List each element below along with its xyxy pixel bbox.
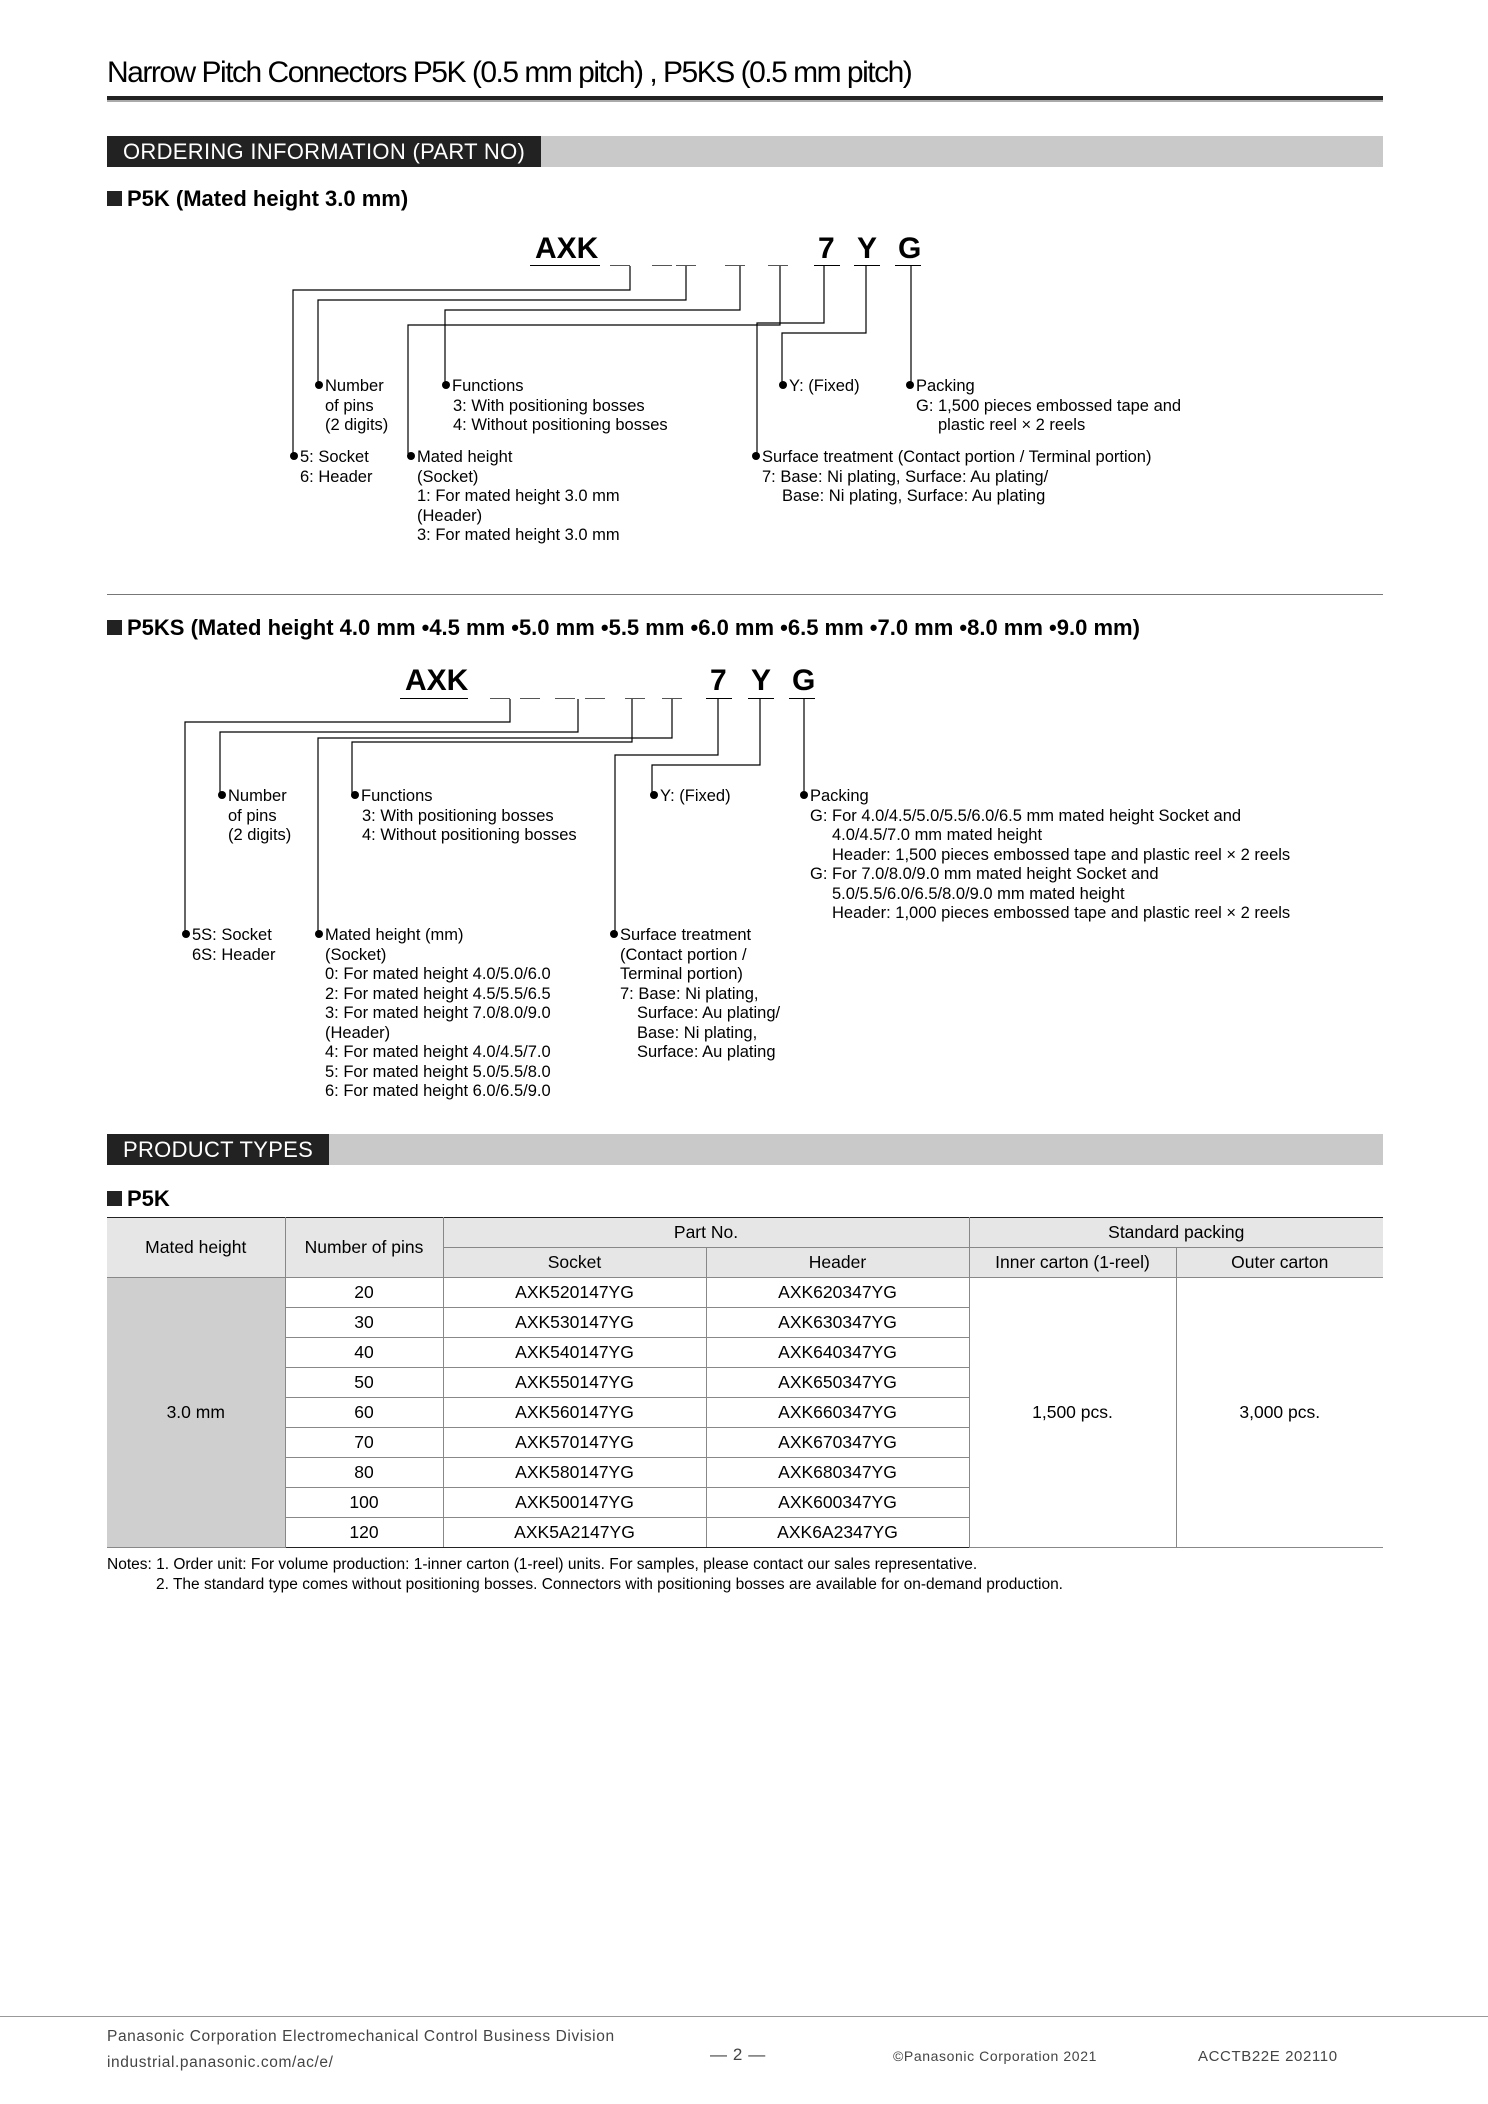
cell-pins: 80 bbox=[285, 1458, 443, 1488]
cell-socket: AXK550147YG bbox=[443, 1368, 706, 1398]
cell-pins: 50 bbox=[285, 1368, 443, 1398]
col-mated-height: Mated height bbox=[107, 1218, 285, 1278]
cell-pins: 60 bbox=[285, 1398, 443, 1428]
note-2: 2. The standard type comes without positioning bosses. Connectors with positioning bosses are available for on-demand production. bbox=[156, 1576, 1063, 1593]
p5ks-functions: Functions 3: With positioning bosses 4: Without positioning bosses bbox=[361, 787, 577, 846]
code-y: Y bbox=[857, 232, 878, 265]
col-outer-carton: Outer carton bbox=[1176, 1248, 1383, 1278]
col-inner-carton: Inner carton (1-reel) bbox=[969, 1248, 1176, 1278]
cell-header: AXK600347YG bbox=[706, 1488, 969, 1518]
cell-pins: 70 bbox=[285, 1428, 443, 1458]
table-row bbox=[107, 1278, 1383, 1308]
cell-inner-carton: 1,500 pcs. bbox=[969, 1278, 1176, 1548]
bullet-icon bbox=[351, 791, 359, 799]
notes bbox=[107, 1555, 1063, 1595]
footer-company: Panasonic Corporation Electromechanical Control Business Division bbox=[107, 2028, 615, 2045]
bullet-icon bbox=[650, 791, 658, 799]
col-part-no: Part No. bbox=[443, 1218, 969, 1248]
cell-header: AXK670347YG bbox=[706, 1428, 969, 1458]
cell-socket: AXK560147YG bbox=[443, 1398, 706, 1428]
p5k-socket-header: 5: Socket 6: Header bbox=[300, 448, 372, 487]
p5k-subheading-text: P5K (Mated height 3.0 mm) bbox=[127, 186, 409, 211]
code-prefix: AXK bbox=[535, 232, 599, 265]
note-1: Notes: 1. Order unit: For volume production: 1-inner carton (1-reel) units. For samples, please contact our sales representative. bbox=[107, 1556, 978, 1573]
product-types-section-bar bbox=[107, 1134, 1383, 1165]
cell-header: AXK650347YG bbox=[706, 1368, 969, 1398]
square-bullet-icon bbox=[107, 1191, 122, 1206]
product-types-subheading: P5K bbox=[107, 1186, 170, 1212]
col-standard-packing: Standard packing bbox=[969, 1218, 1383, 1248]
code-7: 7 bbox=[710, 664, 727, 697]
footer-url[interactable]: industrial.panasonic.com/ac/e/ bbox=[107, 2054, 334, 2071]
code-g: G bbox=[792, 664, 816, 697]
p5ks-packing: Packing G: For 4.0/4.5/5.0/5.5/6.0/6.5 mm mated height Socket and 4.0/4.5/7.0 mm mated height Header: 1,500 pieces embossed tape and plastic reel × 2 reels G: For 7.0/8.0/9.0 mm mated height Socket and 5.0/5.5/6.0/6.5/8.0/9.0 mm mated height Header: 1,000 pieces embossed tape and plastic reel × 2 reels bbox=[810, 787, 1290, 924]
cell-pins: 30 bbox=[285, 1308, 443, 1338]
cell-header: AXK640347YG bbox=[706, 1338, 969, 1368]
product-types-table-body bbox=[107, 1278, 1383, 1548]
p5ks-mated-height: Mated height (mm) (Socket) 0: For mated height 4.0/5.0/6.0 2: For mated height 4.5/5.5/6.5 3: For mated height 7.0/8.0/9.0 (Header) 4: For mated height 4.0/4.5/7.0 5: For mated height 5.0/5.5/8.0 6: For mated height 6.0/6.5/9.0 bbox=[325, 926, 551, 1102]
cell-pins: 100 bbox=[285, 1488, 443, 1518]
bullet-icon bbox=[315, 930, 323, 938]
p5k-surface-treatment: Surface treatment (Contact portion / Terminal portion) 7: Base: Ni plating, Surface: Au plating/ Base: Ni plating, Surface: Au plating bbox=[762, 448, 1151, 507]
bullet-icon bbox=[610, 930, 618, 938]
product-types-heading: PRODUCT TYPES bbox=[107, 1134, 329, 1165]
col-socket: Socket bbox=[443, 1248, 706, 1278]
cell-header: AXK680347YG bbox=[706, 1458, 969, 1488]
code-y: Y bbox=[751, 664, 772, 697]
p5ks-subheading-text: P5KS (Mated height 4.0 mm •4.5 mm •5.0 mm •5.5 mm •6.0 mm •6.5 mm •7.0 mm •8.0 mm •9.0 mm) bbox=[127, 615, 1140, 640]
cell-socket: AXK530147YG bbox=[443, 1308, 706, 1338]
cell-socket: AXK520147YG bbox=[443, 1278, 706, 1308]
code-prefix: AXK bbox=[405, 664, 469, 697]
p5ks-y-fixed: Y: (Fixed) bbox=[660, 787, 731, 807]
p5k-packing: Packing G: 1,500 pieces embossed tape and plastic reel × 2 reels bbox=[916, 377, 1181, 436]
page-title: Narrow Pitch Connectors P5K (0.5 mm pitch) , P5KS (0.5 mm pitch) bbox=[107, 56, 912, 89]
p5k-y-fixed: Y: (Fixed) bbox=[789, 377, 860, 397]
p5k-number-of-pins: Number of pins (2 digits) bbox=[325, 377, 388, 436]
cell-header: AXK6A2347YG bbox=[706, 1518, 969, 1548]
bullet-icon bbox=[218, 791, 226, 799]
cell-pins: 120 bbox=[285, 1518, 443, 1548]
bullet-icon bbox=[800, 791, 808, 799]
bullet-icon bbox=[182, 930, 190, 938]
p5k-functions: Functions 3: With positioning bosses 4: Without positioning bosses bbox=[452, 377, 668, 436]
col-number-of-pins: Number of pins bbox=[285, 1218, 443, 1278]
code-g: G bbox=[898, 232, 922, 265]
p5ks-socket-header: 5S: Socket 6S: Header bbox=[192, 926, 275, 965]
p5ks-surface-treatment: Surface treatment (Contact portion / Terminal portion) 7: Base: Ni plating, Surface: Au plating/ Base: Ni plating, Surface: Au plating bbox=[620, 926, 780, 1063]
cell-header: AXK630347YG bbox=[706, 1308, 969, 1338]
footer-doc-code: ACCTB22E 202110 bbox=[1198, 2048, 1338, 2065]
cell-pins: 20 bbox=[285, 1278, 443, 1308]
footer-rule bbox=[0, 2016, 1488, 2017]
p5ks-number-of-pins: Number of pins (2 digits) bbox=[228, 787, 291, 846]
cell-socket: AXK500147YG bbox=[443, 1488, 706, 1518]
footer-page-number: — 2 — bbox=[710, 2045, 766, 2064]
footer-copyright: ©Panasonic Corporation 2021 bbox=[893, 2048, 1097, 2064]
cell-outer-carton: 3,000 pcs. bbox=[1176, 1278, 1383, 1548]
cell-pins: 40 bbox=[285, 1338, 443, 1368]
ordering-section-heading: ORDERING INFORMATION (PART NO) bbox=[107, 136, 541, 167]
cell-socket: AXK580147YG bbox=[443, 1458, 706, 1488]
cell-socket: AXK540147YG bbox=[443, 1338, 706, 1368]
cell-header: AXK660347YG bbox=[706, 1398, 969, 1428]
col-header: Header bbox=[706, 1248, 969, 1278]
cell-header: AXK620347YG bbox=[706, 1278, 969, 1308]
code-7: 7 bbox=[818, 232, 835, 265]
cell-socket: AXK570147YG bbox=[443, 1428, 706, 1458]
cell-socket: AXK5A2147YG bbox=[443, 1518, 706, 1548]
product-types-table bbox=[107, 1217, 1383, 1548]
p5k-mated-height: Mated height (Socket) 1: For mated height 3.0 mm (Header) 3: For mated height 3.0 mm bbox=[417, 448, 620, 546]
cell-mated-height: 3.0 mm bbox=[107, 1278, 285, 1548]
